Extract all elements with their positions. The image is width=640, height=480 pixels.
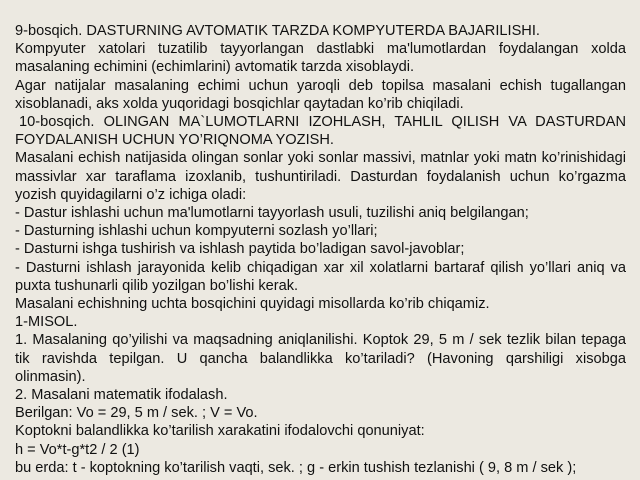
list-item: - Dasturni ishga tushirish va ishlash paytida bo’ladigan savol-javoblar; (15, 241, 465, 258)
example-heading: 1-MISOL. (15, 314, 78, 331)
paragraph: 2. Masalani matematik ifodalash. (15, 387, 228, 404)
paragraph: Koptokni balandlikka ko’tarilish xarakatini ifodalovchi qonuniyat: (15, 423, 425, 440)
given-line: Berilgan: Vo = 29, 5 m / sek. ; V = Vo. (15, 405, 258, 422)
formula: h = Vo*t-g*t2 / 2 (1) (15, 441, 140, 458)
list-item: - Dasturni ishlash jarayonida kelib chiqadigan xar xil xolatlarni bartaraf qilish yo’llari aniq va puxta tushunarli qilib yozilgan bo’lishi kerak. (15, 259, 626, 294)
paragraph: Masalani echishning uchta bosqichini quyidagi misollarda ko’rib chiqamiz. (15, 296, 490, 313)
paragraph: 1. Masalaning qo’yilishi va maqsadning aniqlanilishi. Koptok 29, 5 m / sek tezlik bilan tepaga tik ravishda tepilgan. U qancha balandlikka ko’tariladi? (Havoning qarshiligi xisobga olinmasin). (15, 332, 626, 385)
list-item: - Dasturning ishlashi uchun kompyuterni sozlash yo’llari; (15, 223, 378, 240)
paragraph: Kompyuter xatolari tuzatilib tayyorlangan dastlabki ma'lumotlardan foydalangan xolda masalaning echimini (echimlarini) avtomatik tarzda xisoblaydi. (15, 41, 626, 76)
paragraph: Agar natijalar masalaning echimi uchun yaroqli deb topilsa masalani echish tugallangan xisoblanadi, aks xolda yuqoridagi bosqichlar qaytadan ko’rib chiqiladi. (15, 77, 626, 112)
step-10-heading: 10-bosqich. OLINGAN MA`LUMOTLARNI IZOHLASH, TAHLIL QILISH VA DASTURDAN FOYDALANISH UCHUN YO’RIQNOMA YOZISH. (15, 114, 626, 149)
paragraph: Masalani echish natijasida olingan sonlar yoki sonlar massivi, matnlar yoki matn ko’rinishidagi massivlar xar taraflama izoxlanib, tushuntiriladi. Dasturdan foydalanish uchun ko’rgazma yozish quyidagilarni o’z ichiga oladi: (15, 150, 626, 203)
step-9-heading: 9-bosqich. DASTURNING AVTOMATIK TARZDA KOMPYUTERDA BAJARILISHI. (15, 23, 540, 39)
list-item: - Dastur ishlashi uchun ma'lumotlarni tayyorlash usuli, tuzilishi aniq belgilangan; (15, 205, 529, 222)
paragraph: bu erda: t - koptokning ko’tarilish vaqti, sek. ; g - erkin tushish tezlanishi ( 9, 8 m / sek ); (15, 459, 577, 476)
